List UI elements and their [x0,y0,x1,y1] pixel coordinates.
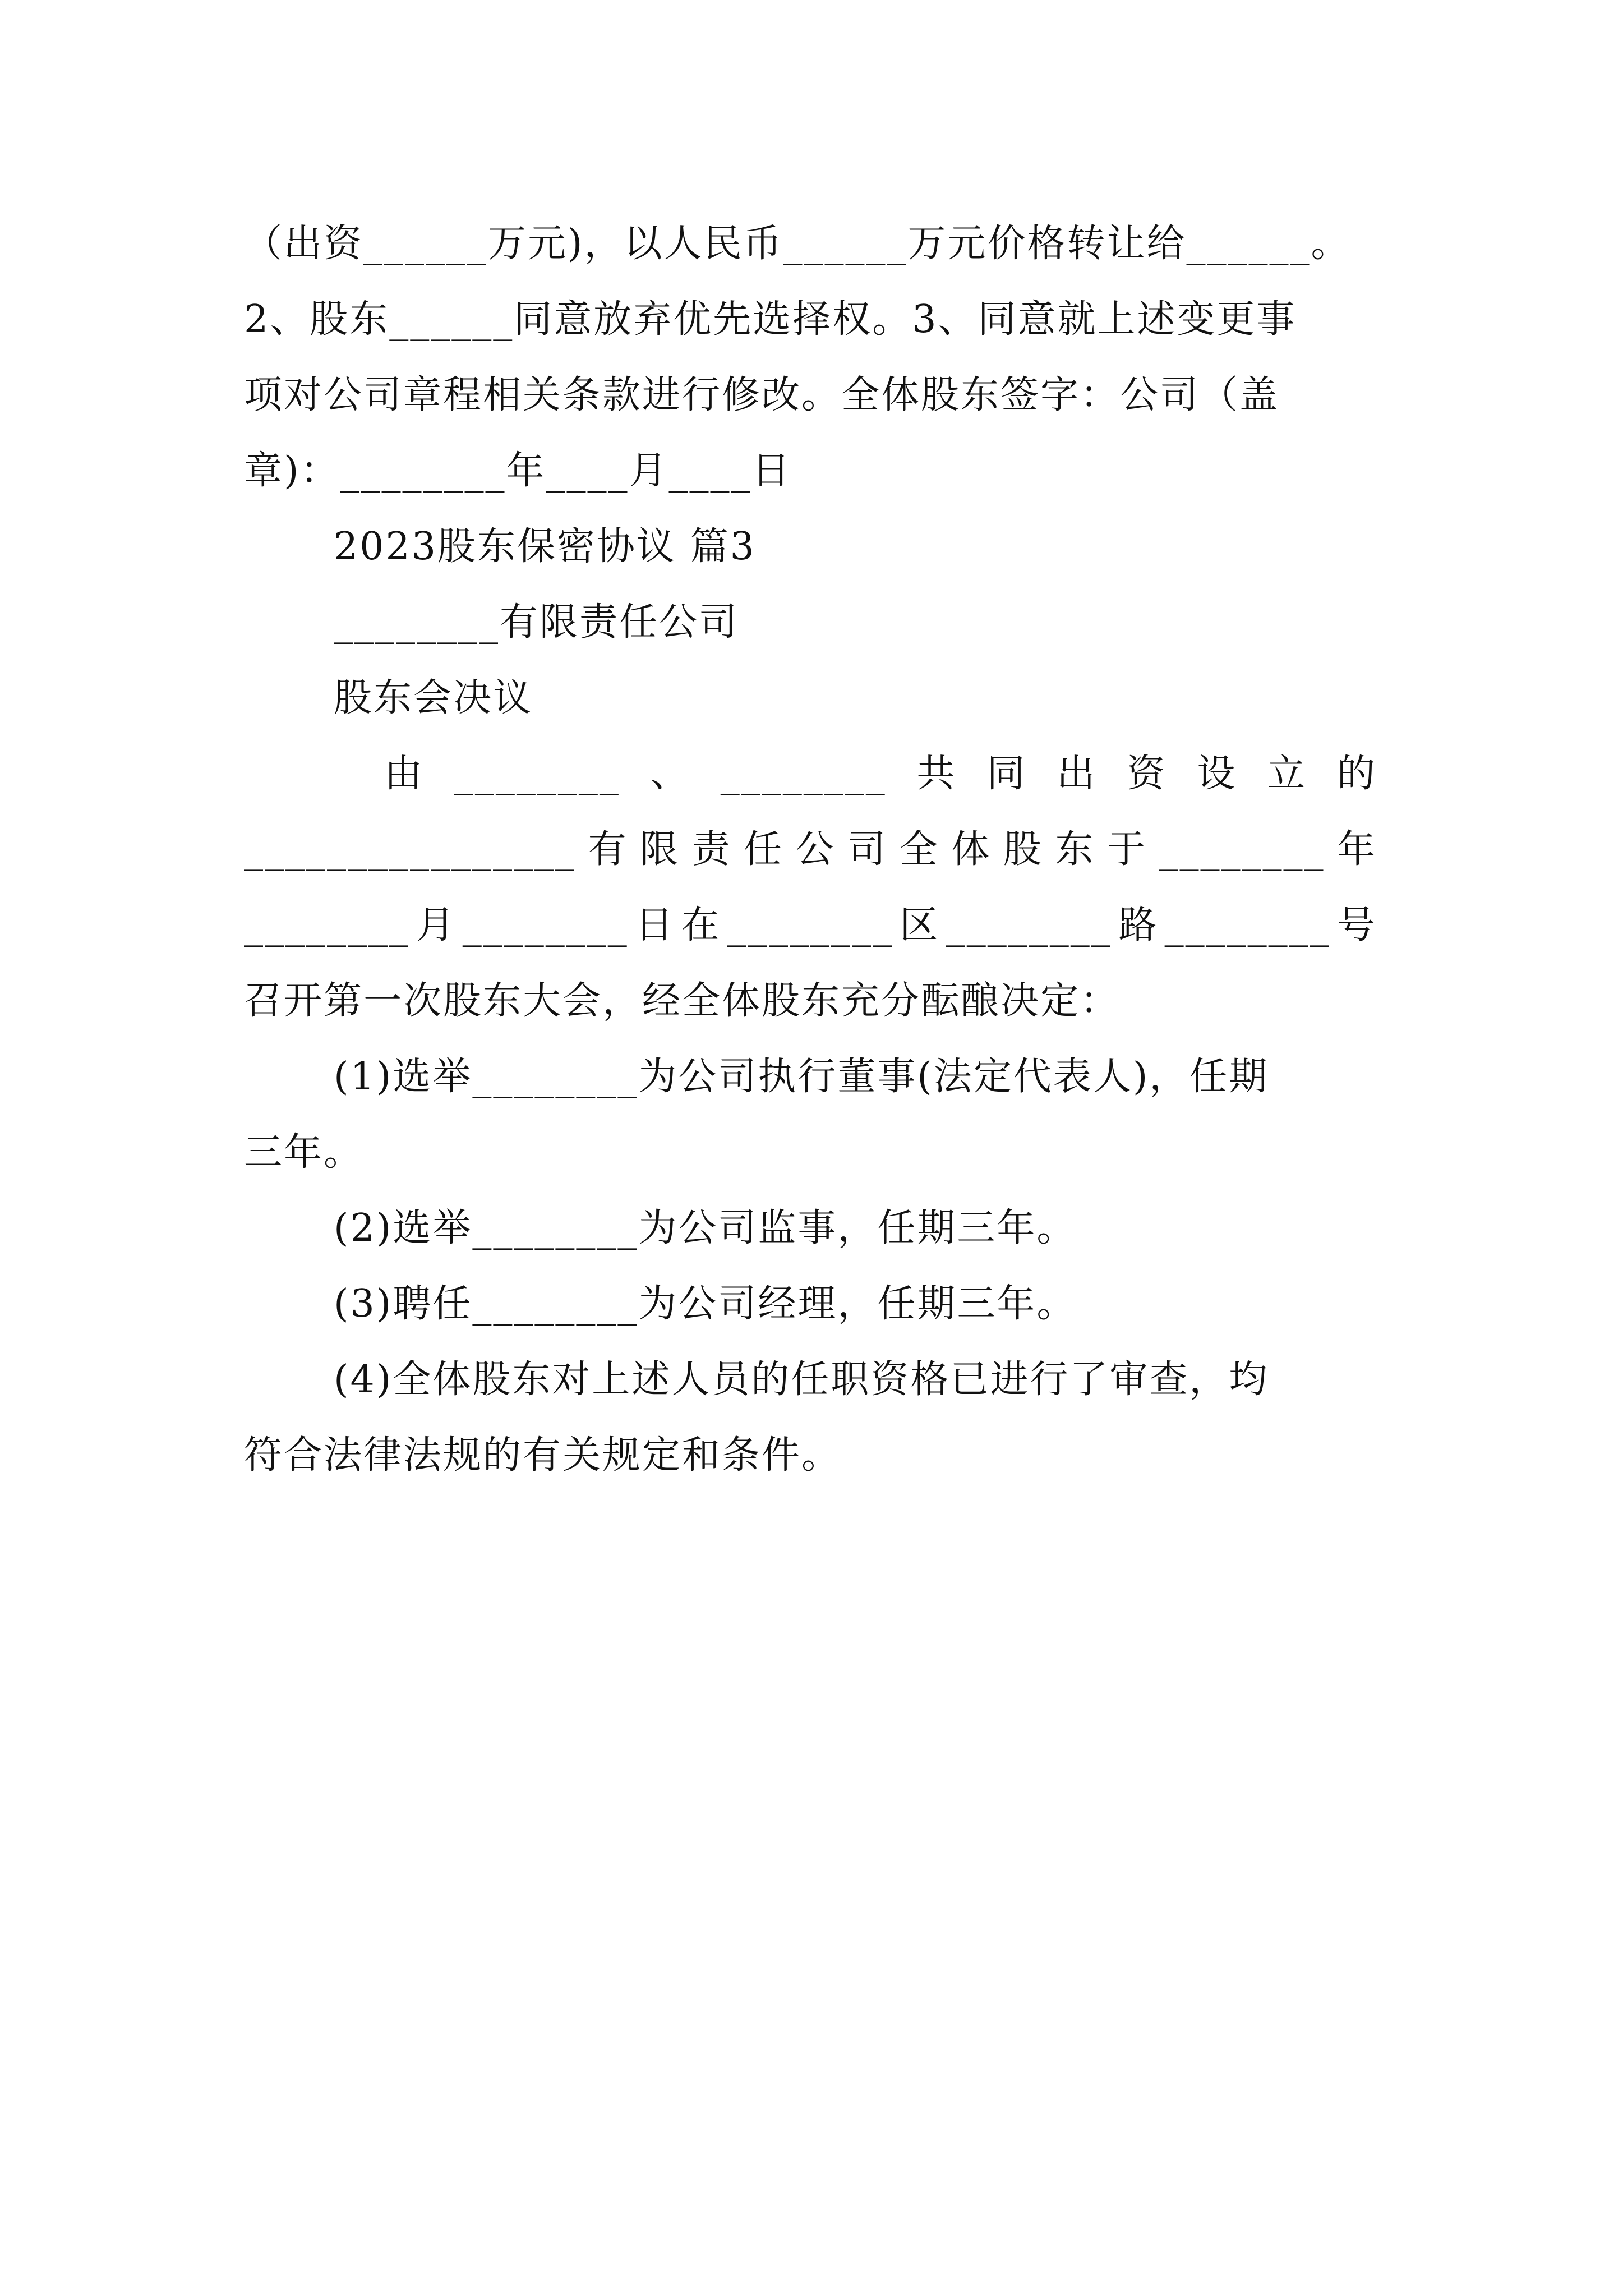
resolution-item-2: (2)选举________为公司监事，任期三年。 [334,1206,1077,1250]
meeting-line-3: ________月________日在________区________路________号 [244,903,1377,947]
resolution-item-1-cont: 三年。 [244,1130,364,1175]
text-line-3: 项对公司章程相关条款进行修改。全体股东签字：公司（盖 [244,373,1280,417]
meeting-line-2: ________________有限责任公司全体股东于________年 [244,827,1377,872]
resolution-item-3: (3)聘任________为公司经理，任期三年。 [334,1282,1077,1326]
text-line-2: 2、股东______同意放弃优先选择权。3、同意就上述变更事 [244,297,1297,342]
resolution-item-1: (1)选举________为公司执行董事(法定代表人)，任期 [334,1055,1269,1099]
resolution-item-4-cont: 符合法律法规的有关规定和条件。 [244,1433,842,1478]
text-line-4: 章)：________年____月____日 [244,449,792,493]
resolution-title: 股东会决议 [334,676,533,720]
meeting-line-1: 由________、________共同出资设立的 [384,752,1377,796]
company-name-line: ________有限责任公司 [334,600,739,645]
text-line-1: （出资______万元)，以人民币______万元价格转让给______。 [244,222,1351,266]
section-heading: 2023股东保密协议 篇3 [334,524,756,569]
meeting-line-4: 召开第一次股东大会，经全体股东充分酝酿决定： [244,979,1121,1023]
resolution-item-4: (4)全体股东对上述人员的任职资格已进行了审查，均 [334,1358,1269,1402]
